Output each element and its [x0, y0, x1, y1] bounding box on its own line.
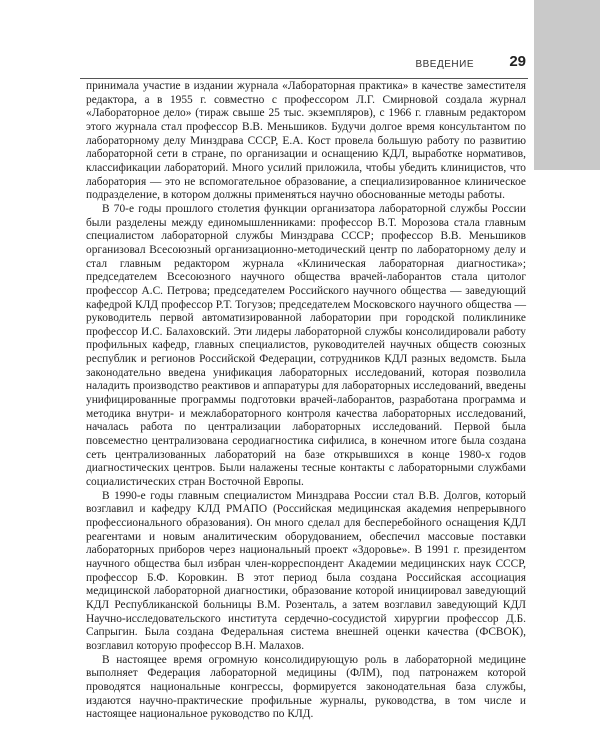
paragraph: В 1990-е годы главным специалистом Минздрава России стал В.В. Долгов, который возглавил и кафедру КЛД РМАПО (Российская медицинская академия непрерывного профессионального образования). Он много сделал для бесперебойного оснащения КДЛ реагентами и новым аналитическим оборудованием, обеспечил массовые поставки лабораторных приборов через национальный проект «Здоровье». В 1991 г. президентом научного общества был избран член-корреспондент Академии медицинских наук СССР, профессор Б.Ф. Коровкин. В этот период была создана Российская ассоциация медицинской лабораторной диагностики, образование которой инициировал заведующий КДЛ Республиканской больницы В.М. Розенталь, а затем возглавил заведующий КДЛ Научно-исследовательского института сердечно-сосудистой хирургии профессор Д.Б. Сапрыгин. Была создана Федеральная система внешней оценки качества (ФСВОК), возглавил которую профессор В.Н. Малахов.	[86, 489, 526, 652]
paragraph-continued: принимала участие в издании журнала «Лабораторная практика» в качестве заместителя редактора, а в 1955 г. совместно с профессором Л.Г. Смирновой создала журнал «Лабораторное дело» (тираж свыше 25 тыс. экземпляров), с 1966 г. главным редактором этого журнала стал профессор В.В. Меньшиков. Будучи долгое время консультантом по лабораторному делу Минздрава СССР, Е.А. Кост провела большую работу по развитию лабораторной сети в стране, по организации и оснащению КДЛ, выработке нормативов, классификации лабораторий. Много усилий приложила, чтобы убедить клиницистов, что лаборатория — это не вспомогательное образование, а специализированное клиническое подразделение, в котором должны применяться научно обоснованные методы работы.	[86, 80, 526, 202]
paragraph: В настоящее время огромную консолидирующую роль в лабораторной медицине выполняет Федерация лабораторной медицины (ФЛМ), под патронажем которой проводятся национальные конгрессы, формируется законодательная база службы, издаются научно-практические профильные журналы, руководства, в том числе и настоящее национальное руководство по КЛД.	[86, 653, 526, 721]
paragraph: В 70-е годы прошлого столетия функции организатора лабораторной службы России были разделены между единомышленниками: профессор В.Т. Морозова стала главным специалистом лабораторной службы Минздрава СССР; профессор В.В. Меньшиков организовал Всесоюзный организационно-методический центр по лабораторному делу и стал главным редактором журнала «Клиническая лабораторная диагностика»; председателем Всесоюзного научного общества врачей-лаборантов стала цитолог профессор А.С. Петрова; председателем Российского научного общества — заведующий кафедрой КЛД профессор Р.Т. Тогузов; председателем Московского научного общества — руководитель первой автоматизированной лаборатории при городской поликлинике профессор И.С. Балаховский. Эти лидеры лабораторной службы консолидировали работу профильных кафедр, главных специалистов, руководителей научных обществ союзных республик и регионов Российской Федерации, сотрудников КДЛ разных ведомств. Была законодательно введена унификация лабораторных исследований, которая позволила наладить производство реактивов и аппаратуры для лабораторных исследований, введены унифицированные программы подготовки врачей-лаборантов, разработана программа и методика внутри- и межлабораторного контроля качества лабораторных исследований, началась работа по централизации лабораторных исследований. Первой была повсеместно централизована серодиагностика сифилиса, в конечном итоге была создана сеть централизованных лабораторий на базе открывшихся в конце 1980-х годов диагностических центров. Были налажены тесные контакты с лабораторными службами социалистических стран Восточной Европы.	[86, 202, 526, 489]
body-text	[86, 80, 526, 722]
running-header	[80, 52, 528, 79]
running-header-section-title: ВВЕДЕНИЕ	[415, 59, 474, 70]
page-number: 29	[509, 53, 526, 70]
chapter-side-tab	[534, 0, 600, 170]
